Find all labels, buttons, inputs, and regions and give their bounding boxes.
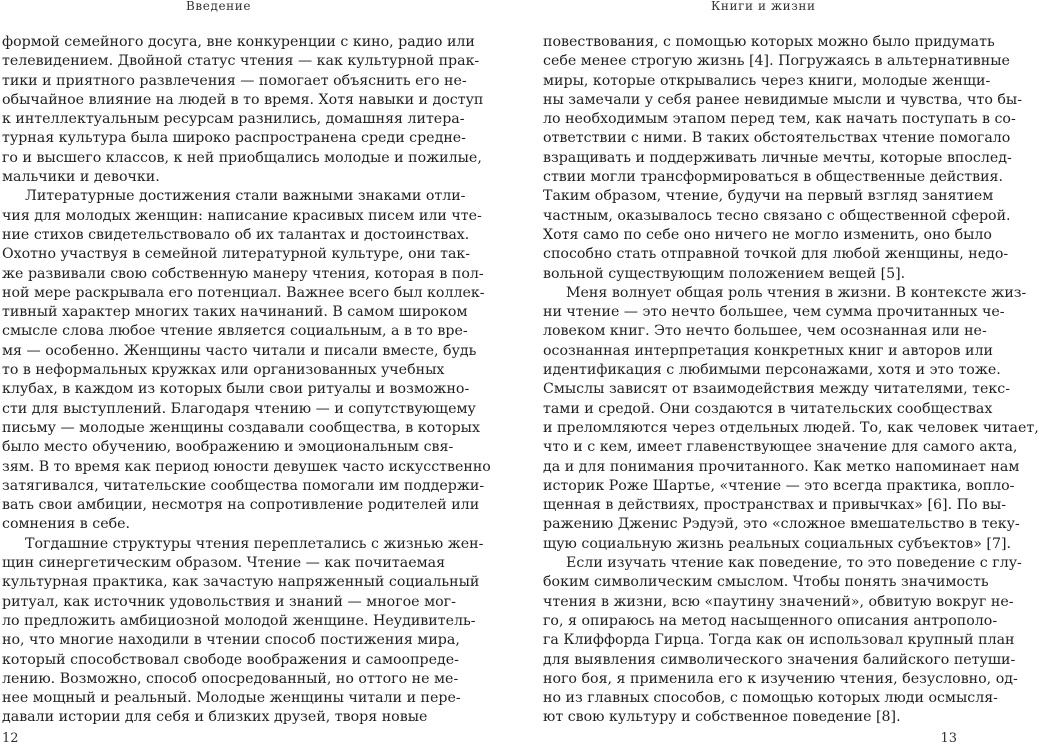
text-line: к интеллектуальным ресурсам разнились, домашняя литера- <box>2 111 465 128</box>
text-line: ние стихов свидетельствовало об их талантах и достоинствах. <box>2 226 470 243</box>
text-line: ритуал, как источник удовольствия и знаний — многое мог- <box>2 593 456 610</box>
text-line: ют свою культуру и собственное поведение [8]. <box>543 709 901 726</box>
text-line: то в неформальных кружках или организованных учебных <box>2 362 445 379</box>
text-line: мальчики и девочки. <box>2 169 160 186</box>
text-line: ло предложить амбициозной молодой женщине. Неудивитель- <box>2 612 476 629</box>
text-line: себе менее строгую жизнь [4]. Погружаясь в альтернативные <box>543 53 1010 70</box>
left-page <box>0 0 491 746</box>
text-line: га Клиффорда Гирца. Тогда как он использовал крупный план <box>543 632 1015 649</box>
text-line: обычайное влияние на людей в то время. Хотя навыки и доступ <box>2 91 484 108</box>
text-line: но, что многие находили в чтении способ постижения мира, <box>2 632 460 649</box>
text-line: сомнения в себе. <box>2 516 131 533</box>
text-line: Таким образом, чтение, будучи на первый взгляд занятием <box>543 188 994 205</box>
text-line: затягивался, читательские сообщества помогали им поддержи- <box>2 477 485 494</box>
text-line: ствии могли трансформироваться в общественные действия. <box>543 169 1003 186</box>
text-line: вать свои амбиции, несмотря на сопротивление родителей или <box>2 497 480 514</box>
text-line: культурная практика, как зачастую напряженный социальный <box>2 574 480 591</box>
text-line: ловеком книг. Это нечто большее, чем осознанная или не- <box>543 323 987 340</box>
text-line: Смыслы зависят от взаимодействия между читателями, текс- <box>543 381 1011 398</box>
text-line: тивный характер многих таких начинаний. В самом широком <box>2 304 468 321</box>
text-line: но из главных способов, с помощью которых люди осмысля- <box>543 690 998 707</box>
page-number: 12 <box>2 731 19 746</box>
text-line: го и высшего классов, к ней приобщались молодые и пожилые, <box>2 149 482 166</box>
body-text <box>2 33 491 728</box>
text-line: повествования, с помощью которых можно было придумать <box>543 34 995 50</box>
text-line: ответствии с ними. В таких обстоятельствах чтение помогало <box>543 130 1011 147</box>
text-line: идентификация с любимыми персонажами, хотя и это тоже. <box>543 362 1001 379</box>
text-line: щенная в действиях, пространствах и привычках» [6]. По вы- <box>543 497 1007 514</box>
text-line: щин синергетическим образом. Чтение — как почитаемая <box>2 555 446 572</box>
text-line: способно стать отправной точкой для любой женщины, недо- <box>543 246 1009 263</box>
text-line: Литературные достижения стали важными знаками отли- <box>25 188 466 205</box>
text-line: да и для понимания прочитанного. Как метко напоминает нам <box>543 458 1020 475</box>
text-line: же развивали свою собственную манеру чтения, которая в пол- <box>2 265 484 282</box>
text-line: давали истории для себя и близких друзей, творя новые <box>2 709 428 726</box>
text-line: го, я опираюсь на метод насыщенного описания антрополо- <box>543 612 998 629</box>
text-line: тики и приятного развлечения — помогает объяснить его не- <box>2 72 467 89</box>
text-line: Меня волнует общая роль чтения в жизни. В контексте жиз- <box>566 284 1027 301</box>
text-line: Хотя само по себе оно ничего не могло изменить, оно было <box>543 226 992 243</box>
text-line: Если изучать чтение как поведение, то это поведение с глу- <box>566 555 1022 572</box>
text-line: нее мощный и реальный. Молодые женщины читали и пере- <box>2 690 461 707</box>
text-line: ны замечали у себя ранее невидимые мысли и чувства, что бы- <box>543 91 1023 108</box>
text-line: который способствовал свободе воображения и самоопреде- <box>2 651 459 668</box>
text-line: мя — особенно. Женщины часто читали и писали вместе, будь <box>2 342 477 359</box>
body-text <box>543 33 1039 728</box>
text-line: ного боя, я применила его к изучению чтения, безусловно, од- <box>543 670 1018 687</box>
text-line: ло необходимым этапом перед тем, как начать поступать в со- <box>543 111 1016 128</box>
text-line: телевидением. Двойной статус чтения — как культурной прак- <box>2 53 480 70</box>
text-line: вольной существующим положением вещей [5]. <box>543 265 906 282</box>
text-line: клубах, в каждом из которых были свои ритуалы и возможно- <box>2 381 470 398</box>
text-line: миры, которые открывались через книги, молодые женщи- <box>543 72 991 89</box>
text-line: турная культура была широко распространена среди средне- <box>2 130 466 147</box>
text-line: ной мере раскрывала его потенциал. Важнее всего был коллек- <box>2 284 485 301</box>
text-line: тами и средой. Они создаются в читательских сообществах <box>543 400 993 417</box>
text-line: щую социальную жизнь реальных социальных субъектов» [7]. <box>543 535 1012 552</box>
running-head: Введение <box>186 0 252 13</box>
text-line: сти для выступлений. Благодаря чтению — и сопутствующему <box>2 400 476 417</box>
text-line: ни чтение — это нечто большее, чем сумма прочитанных че- <box>543 304 1005 321</box>
text-line: Тогдашние структуры чтения переплетались с жизнью жен- <box>25 535 484 552</box>
text-line: смысле слова любое чтение является социальным, а в то вре- <box>2 323 468 340</box>
text-line: зям. В то время как период юности девушек часто искусственно <box>2 458 491 475</box>
text-line: Охотно участвуя в семейной литературной культуре, они так- <box>2 246 471 263</box>
text-line: чия для молодых женщин: написание красивых писем или чте- <box>2 207 482 224</box>
text-line: частным, оказывалось тесно связано с общественной сферой. <box>543 207 1011 224</box>
text-line: взращивать и поддерживать личные мечты, которые впослед- <box>543 149 1012 166</box>
page-number: 13 <box>940 731 957 746</box>
text-line: было место обучению, воображению и эмоциональным свя- <box>2 439 454 456</box>
text-line: формой семейного досуга, вне конкуренции с кино, радио или <box>2 34 475 50</box>
text-line: для выявления символического значения балийского петуши- <box>543 651 1016 668</box>
text-line: боким символическим смыслом. Чтобы понять значимость <box>543 574 989 591</box>
text-line: и преломляются через отдельных людей. То, как человек читает, <box>543 419 1039 436</box>
text-line: чтения в жизни, всю «паутину значений», обвитую вокруг не- <box>543 593 1014 610</box>
text-line: ражению Дженис Рэдуэй, это «сложное вмешательство в теку- <box>543 516 1020 533</box>
text-line: что и с кем, имеет главенствующее значение для самого акта, <box>543 439 1018 456</box>
text-line: осознанная интерпретация конкретных книг и авторов или <box>543 342 993 359</box>
text-line: лению. Возможно, способ опосредованный, но оттого не ме- <box>2 670 459 687</box>
running-head: Книги и жизни <box>711 0 816 13</box>
text-line: письму — молодые женщины создавали сообщества, в которых <box>2 419 480 436</box>
text-line: историк Роже Шартье, «чтение — это всегда практика, вопло- <box>543 477 1015 494</box>
